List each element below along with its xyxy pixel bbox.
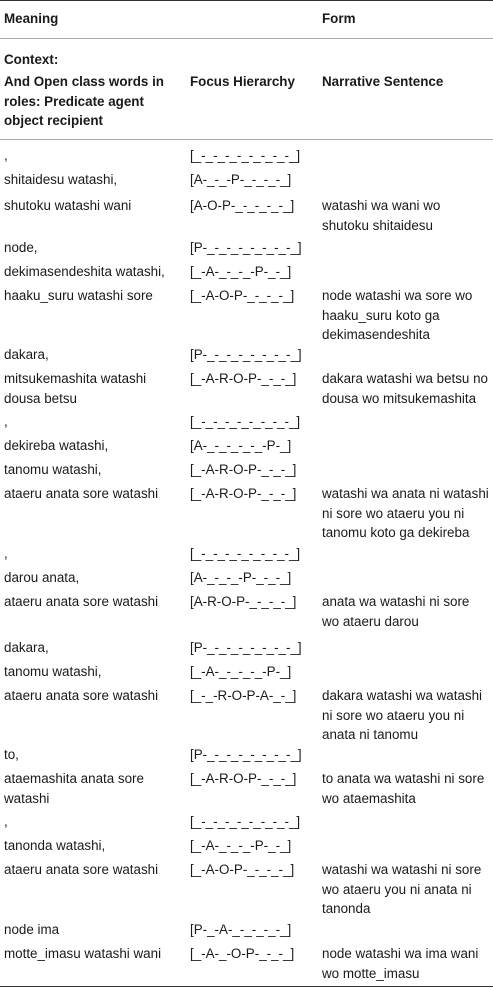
row-meaning: ataemashita anata sore watashi	[4, 771, 144, 806]
row-focus-hierarchy: [P-_-A-_-_-_-_-_]	[190, 922, 292, 937]
row-meaning: to,	[4, 747, 19, 762]
row-meaning: node,	[4, 240, 38, 255]
row-meaning: shutoku watashi wani	[4, 198, 132, 213]
row-focus-hierarchy: [_-A-R-O-P-_-_-_]	[190, 462, 297, 477]
row-meaning: ataeru anata sore watashi	[4, 862, 159, 877]
row-narrative-sentence: node watashi wa ima wani wo motte_imasu	[322, 946, 479, 981]
row-focus-hierarchy: [_-_-_-_-_-_-_-_-_]	[190, 546, 301, 561]
row-meaning: haaku_suru watashi sore	[4, 288, 153, 303]
subheader-context: Context:	[4, 52, 59, 67]
row-meaning: tanomu watashi,	[4, 462, 102, 477]
row-focus-hierarchy: [A-_-_-P-_-_-_-_]	[190, 172, 292, 187]
row-focus-hierarchy: [_-A-_-_-_-P-_-_]	[190, 264, 292, 279]
row-focus-hierarchy: [P-_-_-_-_-_-_-_-_]	[190, 347, 302, 362]
row-focus-hierarchy: [_-A-O-P-_-_-_-_]	[190, 288, 295, 303]
row-narrative-sentence: watashi wa wani wo shutoku shitaidesu	[322, 198, 441, 233]
row-narrative-sentence: watashi wa watashi ni sore wo ataeru you ni anata ni tanonda	[322, 862, 482, 916]
row-meaning: ataeru anata sore watashi	[4, 594, 159, 609]
row-narrative-sentence: dakara watashi wa watashi ni sore wo ataeru you ni anata ni tanomu	[322, 688, 483, 742]
row-focus-hierarchy: [A-_-_-_-P-_-_-_]	[190, 570, 292, 585]
row-focus-hierarchy: [A-_-_-_-_-_-P-_]	[190, 438, 292, 453]
row-meaning: shitaidesu watashi,	[4, 172, 118, 187]
row-focus-hierarchy: [_-A-O-P-_-_-_-_]	[190, 862, 295, 877]
row-focus-hierarchy: [P-_-_-_-_-_-_-_-_]	[190, 240, 302, 255]
row-narrative-sentence: watashi wa anata ni watashi ni sore wo ataeru you ni tanomu koto ga dekireba	[322, 486, 489, 540]
row-meaning: node ima	[4, 922, 60, 937]
header-divider	[0, 38, 493, 39]
row-focus-hierarchy: [_-_-_-_-_-_-_-_-_]	[190, 814, 301, 829]
row-meaning: dakara,	[4, 640, 49, 655]
row-meaning: tanomu watashi,	[4, 664, 102, 679]
subheader-narrative-sentence: Narrative Sentence	[322, 74, 444, 89]
row-focus-hierarchy: [_-A-R-O-P-_-_-_]	[190, 771, 297, 786]
row-narrative-sentence: to anata wa watashi ni sore wo ataemashita	[322, 771, 485, 806]
row-narrative-sentence: anata wa watashi ni sore wo ataeru darou	[322, 594, 470, 629]
row-meaning: mitsukemashita watashi dousa betsu	[4, 371, 147, 406]
header-meaning: Meaning	[4, 11, 59, 26]
row-focus-hierarchy: [_-A-R-O-P-_-_-_]	[190, 486, 297, 501]
row-focus-hierarchy: [_-_-R-O-P-A-_-_]	[190, 688, 297, 703]
row-focus-hierarchy: [_-A-_-_-_-_-P-_]	[190, 664, 292, 679]
row-focus-hierarchy: [_-A-R-O-P-_-_-_]	[190, 371, 297, 386]
row-meaning: ,	[4, 814, 8, 829]
row-meaning: ataeru anata sore watashi	[4, 688, 159, 703]
row-meaning: tanonda watashi,	[4, 838, 106, 853]
subheader-divider	[0, 139, 493, 140]
row-focus-hierarchy: [A-R-O-P-_-_-_-_]	[190, 594, 297, 609]
subheader-meaning: And Open class words in roles: Predicate agent object recipient	[4, 74, 164, 128]
row-meaning: motte_imasu watashi wani	[4, 946, 162, 961]
row-focus-hierarchy: [_-A-_-_-_-P-_-_]	[190, 838, 292, 853]
row-narrative-sentence: node watashi wa sore wo haaku_suru koto ga dekimasendeshita	[322, 288, 473, 342]
row-meaning: darou anata,	[4, 570, 80, 585]
row-meaning: dekireba watashi,	[4, 438, 109, 453]
table-bottom-rule	[0, 986, 493, 987]
row-focus-hierarchy: [_-A-_-O-P-_-_-_]	[190, 946, 295, 961]
row-meaning: ataeru anata sore watashi	[4, 486, 159, 501]
row-meaning: ,	[4, 414, 8, 429]
row-focus-hierarchy: [_-_-_-_-_-_-_-_-_]	[190, 148, 301, 163]
row-meaning: ,	[4, 148, 8, 163]
subheader-focus-hierarchy: Focus Hierarchy	[190, 74, 295, 89]
header-form: Form	[322, 11, 356, 26]
table-top-rule	[0, 0, 493, 1]
row-focus-hierarchy: [P-_-_-_-_-_-_-_-_]	[190, 640, 302, 655]
row-focus-hierarchy: [_-_-_-_-_-_-_-_-_]	[190, 414, 301, 429]
row-focus-hierarchy: [P-_-_-_-_-_-_-_-_]	[190, 747, 302, 762]
row-meaning: ,	[4, 546, 8, 561]
row-narrative-sentence: dakara watashi wa betsu no dousa wo mitsukemashita	[322, 371, 488, 406]
row-meaning: dakara,	[4, 347, 49, 362]
row-focus-hierarchy: [A-O-P-_-_-_-_-_]	[190, 198, 295, 213]
row-meaning: dekimasendeshita watashi,	[4, 264, 165, 279]
